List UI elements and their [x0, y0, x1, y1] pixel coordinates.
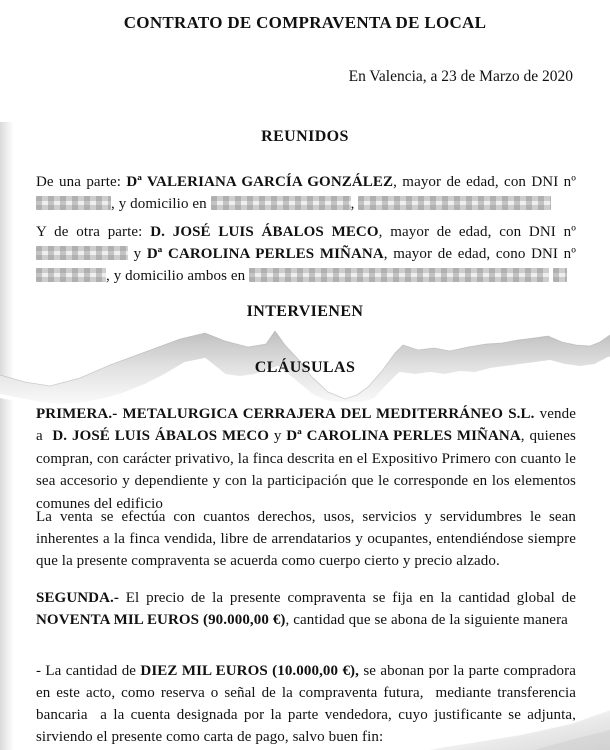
bold-text-run: NOVENTA MIL EUROS (90.000,00 €) [36, 612, 286, 628]
text-run: y [269, 428, 287, 445]
text-run: , mayor de edad, con DNI nº [393, 174, 577, 190]
section-heading-reunidos: REUNIDOS [261, 128, 349, 145]
section-heading-clausulas: CLÁUSULAS [254, 359, 356, 376]
page-edge-shadow [0, 122, 14, 750]
redacted-text [36, 268, 106, 282]
redacted-text [36, 246, 128, 260]
redacted-text [211, 196, 351, 210]
redacted-text [553, 268, 567, 282]
text-run: Y de otra parte: [36, 224, 151, 240]
text-run: , mayor de edad, con DNI nº [378, 224, 576, 240]
paragraph-parte-compradora [36, 221, 576, 287]
clause-segunda [36, 587, 576, 631]
text-run: La venta se efectúa con cuantos derechos, usos, servicios y servidumbres le sean inherentes a la finca vendida, libre de arrendatarios y ocupantes, entendiéndose siempre que la presente compraventa se acuerda como cuerpo cierto y precio alzado. [36, 509, 576, 569]
document-dateline: En Valencia, a 23 de Marzo de 2020 [348, 68, 573, 85]
text-run: , y domicilio en [111, 196, 211, 212]
text-run: , [350, 196, 359, 212]
text-run: El precio de la presente compraventa se fija en la cantidad global de [119, 590, 576, 606]
bold-text-run: Dª VALERIANA GARCÍA GONZÁLEZ [126, 174, 394, 190]
torn-corner-bottom-right [430, 702, 610, 750]
bold-text-run: DIEZ MIL EUROS (10.000,00 €), [140, 663, 359, 679]
clause-primera [36, 403, 576, 515]
text-run: y [128, 246, 147, 262]
text-run: , mayor de edad, cono DNI nº [383, 246, 577, 262]
text-run: , quienes compran, con carácter privativo, la finca descrita en el Expositivo Primero con cuanto le sea accesorio y dependiente y con la participación que le corresponde en los elementos comunes del edificio [36, 428, 576, 512]
clause-primera-continuacion [36, 506, 576, 572]
section-heading-intervienen: INTERVIENEN [246, 303, 364, 320]
document-title: CONTRATO DE COMPRAVENTA DE LOCAL [123, 13, 487, 32]
redacted-text [358, 196, 551, 210]
text-run: - La cantidad de [36, 663, 141, 679]
redacted-text [249, 268, 549, 282]
bold-text-run: D. JOSÉ LUIS ÁBALOS MECO [52, 428, 270, 445]
text-run: , y domicilio ambos en [106, 268, 250, 284]
bold-text-run: Dª CAROLINA PERLES MIÑANA [286, 428, 521, 445]
bold-text-run: D. JOSÉ LUIS ÁBALOS MECO [150, 224, 379, 240]
bold-text-run: SEGUNDA.- [36, 590, 119, 606]
text-run: , cantidad que se abona de la siguiente manera [285, 612, 568, 628]
text-run: vende a [36, 406, 576, 445]
redacted-text [36, 196, 111, 210]
paragraph-parte-vendedora [36, 171, 576, 215]
text-run: De una parte: [36, 174, 127, 190]
bold-text-run: PRIMERA.- METALURGICA CERRAJERA DEL MEDITERRÁNEO S.L. [36, 406, 535, 422]
bold-text-run: Dª CAROLINA PERLES MIÑANA [146, 246, 384, 262]
text-run: se abonan por la parte compradora en este acto, como reserva o señal de la compraventa futura, mediante transferencia bancaria a la cuenta designada por la parte vendedora, cuyo justificante se adjunta, sirviendo el presente como carta de pago, salvo buen fin: [36, 663, 577, 745]
